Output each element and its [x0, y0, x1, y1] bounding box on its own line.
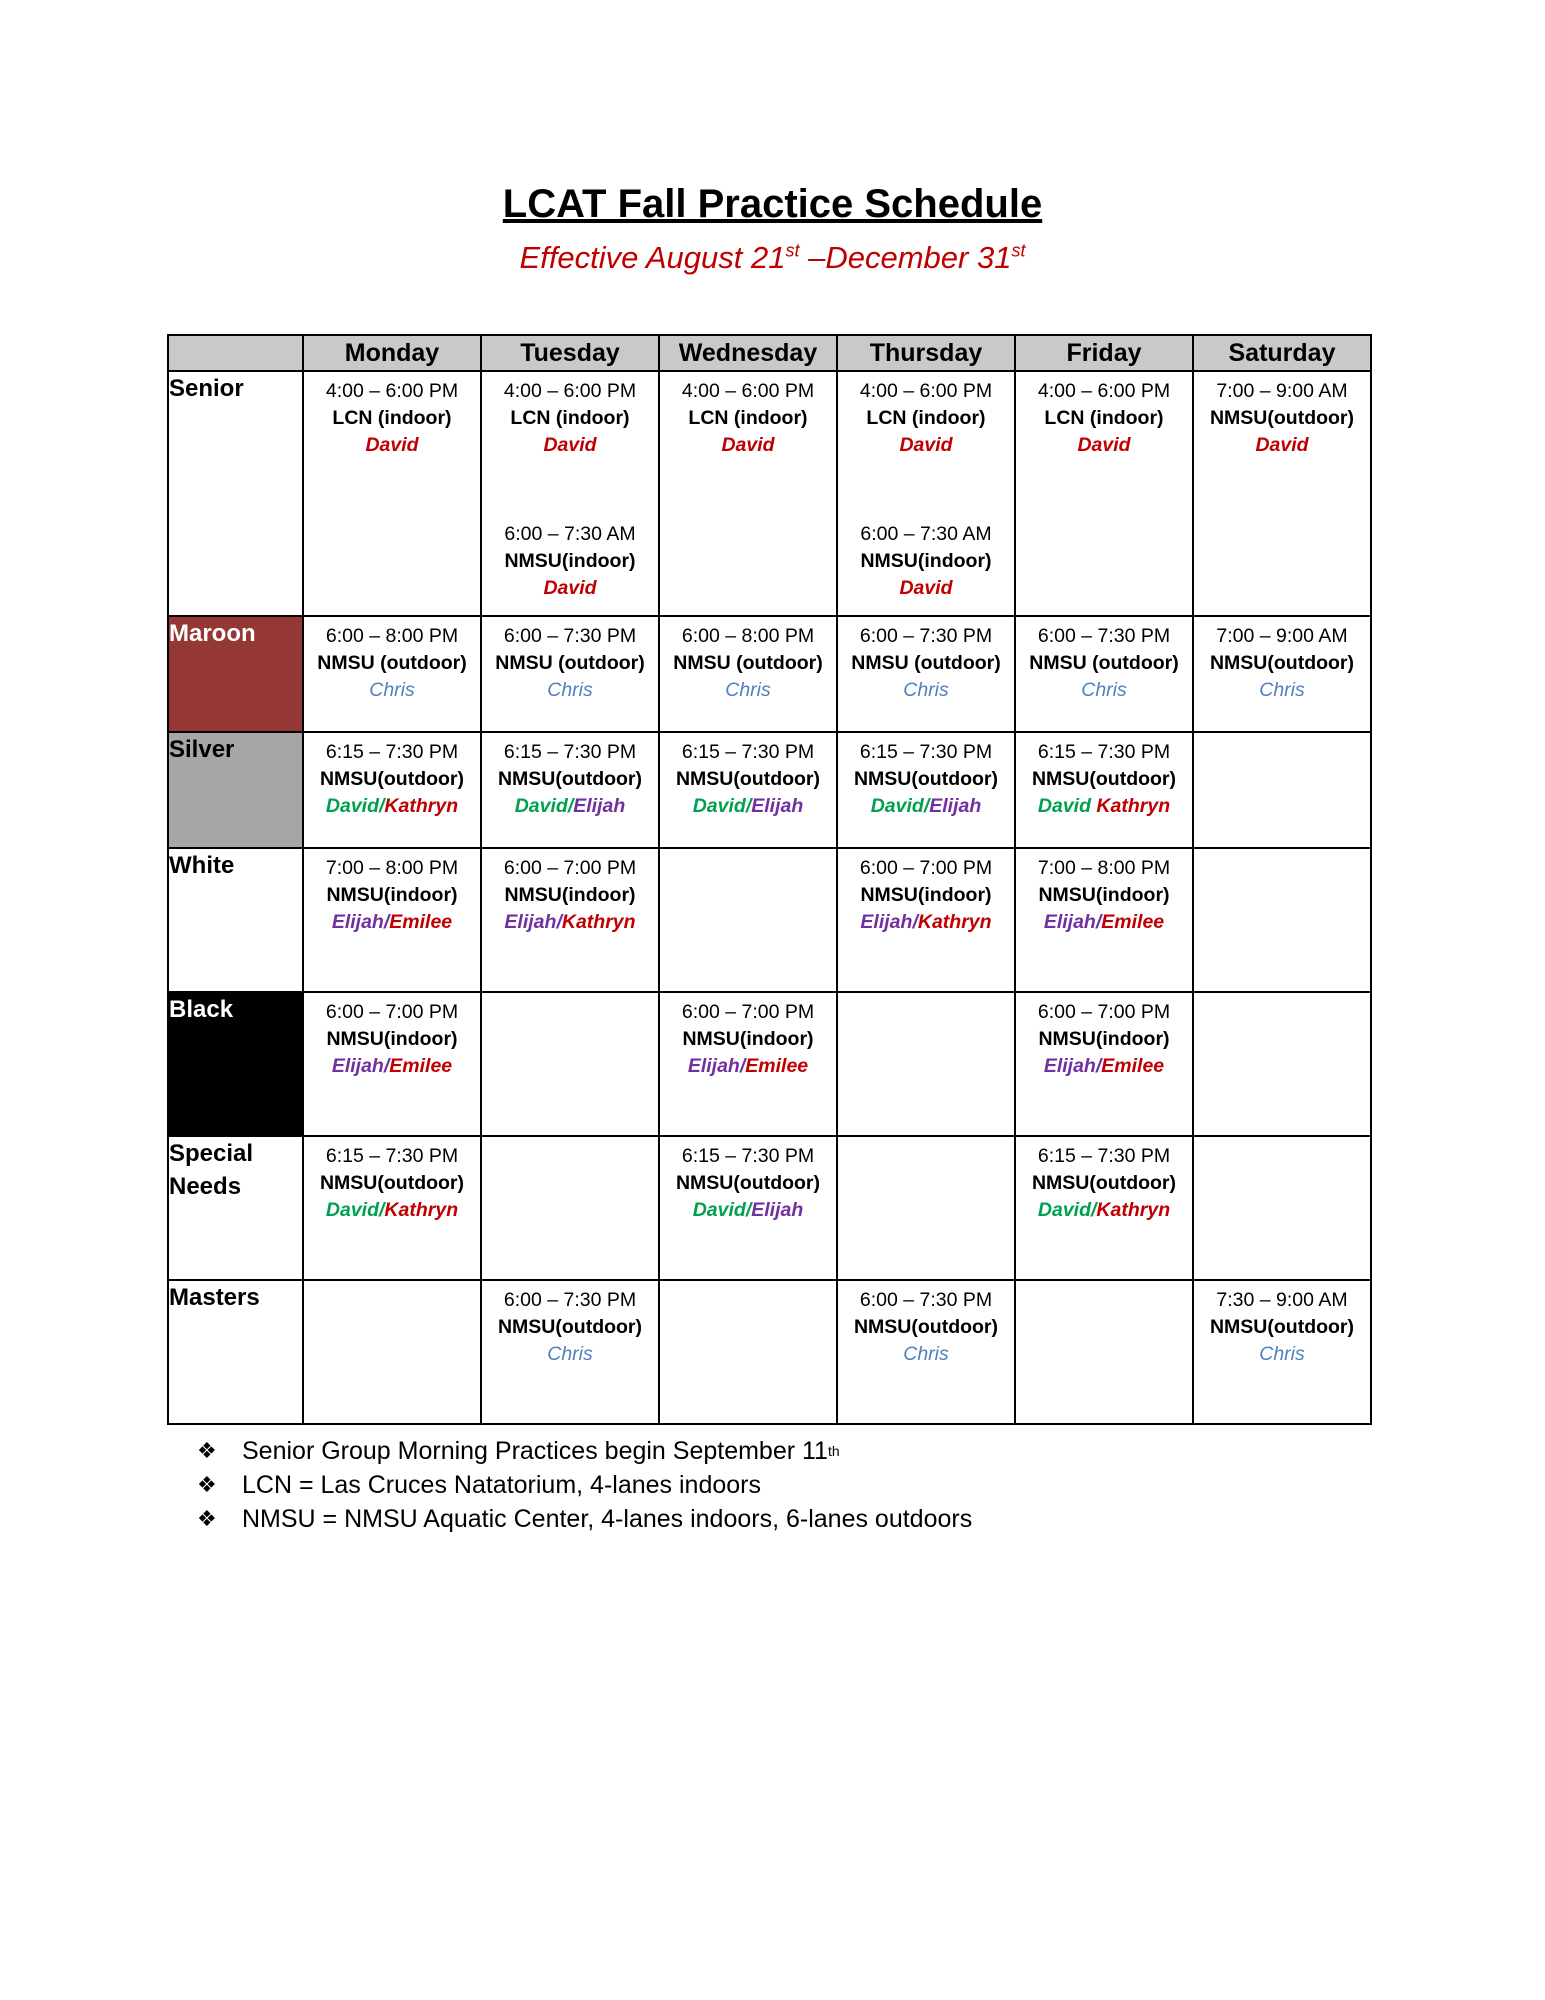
coach-name: Emilee [389, 1055, 453, 1077]
coach-name: Elijah [687, 1055, 740, 1077]
schedule-cell [659, 848, 837, 992]
coach-name: Elijah [751, 795, 804, 817]
group-row [168, 992, 1371, 1136]
coach-name: Kathryn [384, 795, 459, 817]
practice-time: 6:00 – 7:00 PM [1037, 1001, 1171, 1023]
schedule-cell [481, 992, 659, 1136]
coach-name: Chris [903, 1343, 949, 1365]
practice-time: 6:00 – 8:00 PM [325, 625, 459, 647]
practice-time: 7:00 – 8:00 PM [1037, 857, 1171, 879]
coach-name: / [379, 1199, 385, 1221]
day-header: Saturday [1193, 335, 1371, 371]
coach-name: / [745, 1199, 752, 1221]
practice-coach [1016, 909, 1192, 936]
practice-location: NMSU(indoor) [504, 550, 636, 572]
coach-name: David [692, 1199, 746, 1221]
coach-name: Elijah [751, 1199, 804, 1221]
schedule-cell [481, 732, 659, 848]
coach-name: David [325, 1199, 379, 1221]
day-header: Friday [1015, 335, 1193, 371]
practice-coach [1016, 1053, 1192, 1080]
coach-name: Chris [903, 679, 949, 701]
coach-name: David [1077, 434, 1131, 456]
group-label: Maroon [168, 616, 303, 732]
practice-coach [304, 432, 480, 459]
practice-entry [660, 993, 836, 1080]
practice-time: 6:00 – 7:00 PM [503, 857, 637, 879]
coach-name: Elijah [331, 1055, 384, 1077]
practice-time: 6:00 – 7:00 PM [681, 1001, 815, 1023]
schedule-cell [1193, 1280, 1371, 1424]
schedule-cell [481, 371, 659, 616]
practice-location: LCN (indoor) [332, 407, 452, 429]
schedule-cell [659, 1136, 837, 1280]
practice-coach [482, 677, 658, 704]
practice-location: NMSU (outdoor) [851, 652, 1001, 674]
practice-entry [482, 849, 658, 936]
coach-name: Chris [1081, 679, 1127, 701]
practice-entry [660, 733, 836, 820]
diamond-bullet-icon: ❖ [197, 1438, 217, 1463]
practice-time: 7:30 – 9:00 AM [1216, 1289, 1348, 1311]
practice-location: NMSU(indoor) [326, 884, 458, 906]
coach-name: / [383, 1055, 390, 1077]
practice-location: NMSU(outdoor) [319, 768, 465, 790]
coach-name: David [325, 795, 379, 817]
practice-location: NMSU(outdoor) [675, 1172, 821, 1194]
schedule-cell [659, 732, 837, 848]
practice-location: NMSU(indoor) [504, 884, 636, 906]
schedule-cell [1193, 616, 1371, 732]
practice-coach [482, 1341, 658, 1368]
coach-name: David [692, 795, 746, 817]
practice-location: NMSU(outdoor) [1209, 1316, 1355, 1338]
day-header: Thursday [837, 335, 1015, 371]
schedule-cell [1015, 1280, 1193, 1424]
group-label: Black [168, 992, 303, 1136]
group-row [168, 371, 1371, 616]
coach-name: Elijah [1043, 911, 1096, 933]
practice-location: NMSU(outdoor) [497, 1316, 643, 1338]
practice-location: LCN (indoor) [510, 407, 630, 429]
group-label: White [168, 848, 303, 992]
coach-name: David [514, 795, 568, 817]
practice-location: NMSU(indoor) [682, 1028, 814, 1050]
coach-name: David [543, 434, 597, 456]
practice-time: 6:00 – 7:30 AM [860, 523, 992, 545]
practice-time: 7:00 – 9:00 AM [1216, 380, 1348, 402]
practice-entry [1016, 849, 1192, 936]
note-item [197, 1502, 972, 1536]
note-sup: th [827, 1443, 840, 1459]
practice-coach [1194, 432, 1370, 459]
practice-location: NMSU(indoor) [326, 1028, 458, 1050]
practice-time: 6:15 – 7:30 PM [503, 741, 637, 763]
practice-coach [660, 677, 836, 704]
schedule-cell [837, 732, 1015, 848]
practice-location: LCN (indoor) [1044, 407, 1164, 429]
practice-location: NMSU(outdoor) [1031, 1172, 1177, 1194]
schedule-cell [1193, 1136, 1371, 1280]
practice-time: 6:00 – 8:00 PM [681, 625, 815, 647]
schedule-cell [837, 992, 1015, 1136]
practice-time: 6:00 – 7:00 PM [325, 1001, 459, 1023]
practice-time: 6:15 – 7:30 PM [325, 1145, 459, 1167]
practice-time: 6:00 – 7:30 PM [1037, 625, 1171, 647]
practice-coach [482, 575, 658, 602]
schedule-body [168, 371, 1371, 1424]
practice-coach [838, 1341, 1014, 1368]
practice-entry [1016, 993, 1192, 1080]
practice-entry [1016, 617, 1192, 704]
practice-entry [482, 1281, 658, 1368]
practice-coach [304, 1197, 480, 1224]
practice-entry [838, 849, 1014, 936]
note-item [197, 1434, 972, 1468]
schedule-cell [659, 992, 837, 1136]
coach-name: David [543, 577, 597, 599]
schedule-cell [303, 732, 481, 848]
practice-location: NMSU (outdoor) [1029, 652, 1179, 674]
practice-coach [1016, 677, 1192, 704]
practice-entry [482, 372, 658, 459]
group-label: Senior [168, 371, 303, 616]
schedule-cell [481, 848, 659, 992]
practice-time: 6:00 – 7:30 PM [503, 625, 637, 647]
practice-time: 7:00 – 8:00 PM [325, 857, 459, 879]
practice-coach [1194, 677, 1370, 704]
schedule-cell [303, 1280, 481, 1424]
practice-coach [482, 793, 658, 820]
coach-name: / [1091, 1199, 1097, 1221]
practice-coach [660, 1197, 836, 1224]
practice-coach [304, 909, 480, 936]
practice-time: 6:00 – 7:30 PM [859, 625, 993, 647]
coach-name: Chris [369, 679, 415, 701]
coach-name: Elijah [331, 911, 384, 933]
practice-time: 4:00 – 6:00 PM [503, 380, 637, 402]
coach-name: Emilee [745, 1055, 809, 1077]
practice-entry [1016, 733, 1192, 820]
coach-name: Kathryn [917, 911, 992, 933]
schedule-cell [303, 1136, 481, 1280]
practice-location: NMSU (outdoor) [495, 652, 645, 674]
group-row [168, 616, 1371, 732]
practice-time: 6:00 – 7:30 PM [503, 1289, 637, 1311]
coach-name: / [1095, 1055, 1102, 1077]
schedule-cell [1193, 992, 1371, 1136]
practice-time: 6:15 – 7:30 PM [681, 741, 815, 763]
practice-coach [660, 793, 836, 820]
practice-entry [660, 1137, 836, 1224]
group-row [168, 848, 1371, 992]
practice-entry [838, 617, 1014, 704]
coach-name: David [899, 577, 953, 599]
coach-name: Elijah [573, 795, 626, 817]
practice-coach [838, 677, 1014, 704]
coach-name: Chris [725, 679, 771, 701]
practice-coach [304, 677, 480, 704]
practice-coach [838, 575, 1014, 602]
practice-entry [1194, 372, 1370, 459]
practice-coach [304, 793, 480, 820]
note-text: NMSU = NMSU Aquatic Center, 4-lanes indoors, 6-lanes outdoors [242, 1505, 973, 1533]
schedule-cell [659, 1280, 837, 1424]
practice-time: 4:00 – 6:00 PM [1037, 380, 1171, 402]
coach-name: Emilee [1101, 1055, 1165, 1077]
coach-name: David [365, 434, 419, 456]
coach-name: Chris [1259, 1343, 1305, 1365]
practice-location: NMSU(outdoor) [853, 1316, 999, 1338]
schedule-table [167, 334, 1372, 1425]
practice-location: NMSU(indoor) [1038, 1028, 1170, 1050]
subtitle-mid: –December 31 [799, 240, 1012, 275]
coach-name: Emilee [389, 911, 453, 933]
practice-time: 6:15 – 7:30 PM [1037, 1145, 1171, 1167]
practice-time: 6:00 – 7:30 PM [859, 1289, 993, 1311]
practice-coach [1194, 1341, 1370, 1368]
practice-time: 6:00 – 7:00 PM [859, 857, 993, 879]
practice-location: NMSU(outdoor) [675, 768, 821, 790]
coach-name: Chris [547, 679, 593, 701]
practice-entry [482, 515, 658, 602]
practice-entry [482, 617, 658, 704]
corner-cell [168, 335, 303, 371]
practice-time: 6:15 – 7:30 PM [325, 741, 459, 763]
day-header: Monday [303, 335, 481, 371]
practice-time: 6:15 – 7:30 PM [681, 1145, 815, 1167]
practice-location: NMSU(outdoor) [1209, 652, 1355, 674]
practice-coach [304, 1053, 480, 1080]
header-row [168, 335, 1371, 371]
schedule-cell [303, 848, 481, 992]
practice-location: LCN (indoor) [866, 407, 986, 429]
coach-name: / [567, 795, 574, 817]
practice-time: 6:15 – 7:30 PM [1037, 741, 1171, 763]
schedule-cell [1193, 732, 1371, 848]
practice-coach [838, 909, 1014, 936]
schedule-cell [303, 616, 481, 732]
coach-name: Chris [547, 1343, 593, 1365]
note-text: Senior Group Morning Practices begin September 11 [242, 1437, 828, 1465]
practice-coach [482, 909, 658, 936]
group-row [168, 1280, 1371, 1424]
practice-coach [660, 432, 836, 459]
practice-entry [304, 1137, 480, 1224]
schedule-cell [1015, 992, 1193, 1136]
practice-entry [1194, 1281, 1370, 1368]
coach-name: / [912, 911, 918, 933]
practice-entry [1016, 372, 1192, 459]
group-row [168, 1136, 1371, 1280]
practice-location: NMSU(outdoor) [319, 1172, 465, 1194]
coach-name: Elijah [1043, 1055, 1096, 1077]
practice-time: 6:15 – 7:30 PM [859, 741, 993, 763]
coach-name: / [745, 795, 752, 817]
note-text: LCN = Las Cruces Natatorium, 4-lanes indoors [242, 1471, 761, 1499]
practice-coach [1016, 793, 1192, 820]
practice-coach [838, 432, 1014, 459]
practice-time: 7:00 – 9:00 AM [1216, 625, 1348, 647]
practice-location: NMSU(indoor) [860, 884, 992, 906]
practice-location: NMSU(outdoor) [853, 768, 999, 790]
schedule-cell [1015, 848, 1193, 992]
practice-time: 4:00 – 6:00 PM [681, 380, 815, 402]
practice-entry [304, 993, 480, 1080]
coach-name: Chris [1259, 679, 1305, 701]
practice-entry [1016, 1137, 1192, 1224]
practice-entry [838, 733, 1014, 820]
diamond-bullet-icon: ❖ [197, 1472, 217, 1497]
coach-name: Elijah [504, 911, 557, 933]
practice-location: NMSU(outdoor) [1209, 407, 1355, 429]
practice-entry [304, 372, 480, 459]
coach-name: Kathryn [561, 911, 636, 933]
practice-entry [1194, 617, 1370, 704]
schedule-cell [837, 1136, 1015, 1280]
day-header: Wednesday [659, 335, 837, 371]
coach-name: Kathryn [1096, 1199, 1171, 1221]
practice-location: NMSU (outdoor) [317, 652, 467, 674]
schedule-cell [659, 371, 837, 616]
practice-location: NMSU(outdoor) [497, 768, 643, 790]
schedule-cell [1015, 1136, 1193, 1280]
practice-coach [660, 1053, 836, 1080]
schedule-cell [1015, 732, 1193, 848]
practice-location: NMSU (outdoor) [673, 652, 823, 674]
note-item [197, 1468, 972, 1502]
subtitle-sup-2: st [1011, 240, 1026, 261]
group-label: Special Needs [168, 1136, 303, 1280]
coach-name: / [923, 795, 930, 817]
schedule-cell [303, 992, 481, 1136]
practice-entry [304, 617, 480, 704]
coach-name: Kathryn [384, 1199, 459, 1221]
practice-coach [1016, 432, 1192, 459]
page-subtitle [0, 240, 1545, 276]
practice-entry [482, 733, 658, 820]
group-label: Masters [168, 1280, 303, 1424]
practice-time: 4:00 – 6:00 PM [325, 380, 459, 402]
coach-name: / [739, 1055, 746, 1077]
schedule-cell [303, 371, 481, 616]
practice-entry [838, 515, 1014, 602]
schedule-cell [837, 371, 1015, 616]
coach-name: David [1037, 1199, 1091, 1221]
coach-name: David [870, 795, 924, 817]
coach-name: / [379, 795, 385, 817]
schedule-cell [481, 1280, 659, 1424]
schedule-cell [481, 616, 659, 732]
practice-coach [1016, 1197, 1192, 1224]
practice-entry [304, 733, 480, 820]
schedule-cell [837, 1280, 1015, 1424]
coach-name: David [1037, 795, 1097, 817]
practice-entry [838, 372, 1014, 459]
practice-time: 4:00 – 6:00 PM [859, 380, 993, 402]
practice-location: NMSU(outdoor) [1031, 768, 1177, 790]
page-title: LCAT Fall Practice Schedule [502, 182, 1043, 226]
schedule-cell [659, 616, 837, 732]
schedule-cell [481, 1136, 659, 1280]
coach-name: Elijah [929, 795, 982, 817]
coach-name: Kathryn [1096, 795, 1171, 817]
schedule-cell [1015, 371, 1193, 616]
schedule-cell [1193, 371, 1371, 616]
notes-list [197, 1434, 972, 1536]
practice-coach [838, 793, 1014, 820]
coach-name: David [899, 434, 953, 456]
diamond-bullet-icon: ❖ [197, 1506, 217, 1531]
practice-location: NMSU(indoor) [1038, 884, 1170, 906]
practice-time: 6:00 – 7:30 AM [504, 523, 636, 545]
schedule-cell [837, 848, 1015, 992]
coach-name: / [1095, 911, 1102, 933]
coach-name: Emilee [1101, 911, 1165, 933]
group-label: Silver [168, 732, 303, 848]
schedule-cell [837, 616, 1015, 732]
practice-location: LCN (indoor) [688, 407, 808, 429]
practice-entry [304, 849, 480, 936]
practice-entry [660, 372, 836, 459]
practice-entry [838, 1281, 1014, 1368]
schedule-cell [1193, 848, 1371, 992]
subtitle-prefix: Effective August 21 [519, 240, 786, 275]
schedule-cell [1015, 616, 1193, 732]
coach-name: / [383, 911, 390, 933]
subtitle-sup-1: st [785, 240, 800, 261]
coach-name: David [721, 434, 775, 456]
coach-name: / [556, 911, 562, 933]
practice-location: NMSU(indoor) [860, 550, 992, 572]
coach-name: Elijah [860, 911, 913, 933]
practice-coach [482, 432, 658, 459]
group-row [168, 732, 1371, 848]
practice-entry [660, 617, 836, 704]
day-header: Tuesday [481, 335, 659, 371]
coach-name: David [1255, 434, 1309, 456]
